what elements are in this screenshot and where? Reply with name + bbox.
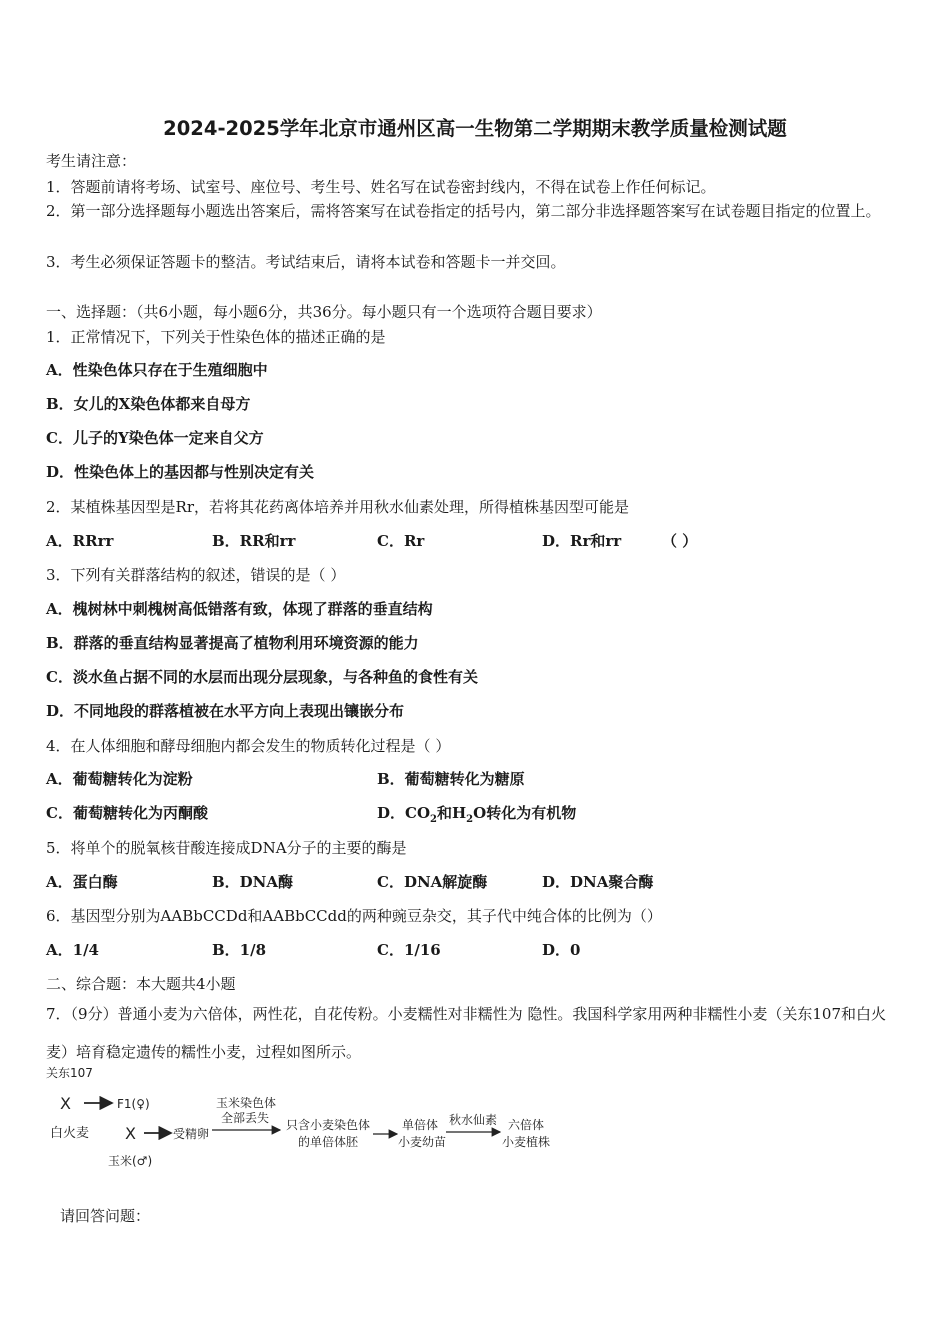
q5-stem: 5．将单个的脱氧核苷酸连接成DNA分子的主要的酶是 xyxy=(46,839,407,857)
q3-option-b: B．群落的垂直结构显著提高了植物利用环境资源的能力 xyxy=(46,634,419,652)
q3-option-a: A．槐树林中刺槐树高低错落有致，体现了群落的垂直结构 xyxy=(46,600,433,618)
diagram-embryo-line2: 的单倍体胚 xyxy=(298,1135,359,1149)
q1-option-a: A．性染色体只存在于生殖细胞中 xyxy=(46,361,268,379)
diagram-embryo-line1: 只含小麦染色体 xyxy=(286,1118,371,1132)
diagram-hexaploid-line1: 六倍体 xyxy=(508,1118,545,1132)
notice-item-3: 3．考生必须保证答题卡的整洁。考试结束后，请将本试卷和答题卡一并交回。 xyxy=(46,253,566,271)
q4-stem: 4．在人体细胞和酵母细胞内都会发生的物质转化过程是（ ） xyxy=(46,737,451,755)
diagram-maize: 玉米(♂) xyxy=(108,1154,153,1168)
diagram-guandong107: 关东107 xyxy=(46,1066,93,1080)
q4-d-sub1: 2 xyxy=(430,814,437,825)
q7-stem: 7．（9分）普通小麦为六倍体，两性花，自花传粉。小麦糯性对非糯性为 隐性。我国科学家用两种非糯性小麦（关东107和白火麦）培育稳定遗传的糯性小麦，过程如图所示。 xyxy=(46,1005,886,1061)
q6-option-a: A．1/4 xyxy=(46,941,99,959)
diagram-colchicine: 秋水仙素 xyxy=(449,1113,498,1127)
diagram-f1: F1(♀) xyxy=(117,1097,150,1111)
q6-option-c: C．1/16 xyxy=(377,941,441,959)
q4-d-post: O转化为有机物 xyxy=(473,804,577,822)
section-2-heading: 二、综合题：本大题共4小题 xyxy=(46,975,236,993)
diagram-cross-1: X xyxy=(60,1094,71,1113)
q2-option-b: B．RR和rr xyxy=(212,532,296,550)
q3-option-d: D．不同地段的群落植被在水平方向上表现出镶嵌分布 xyxy=(46,702,405,720)
q3-stem: 3．下列有关群落结构的叙述，错误的是（ ） xyxy=(46,566,346,584)
q2-option-a: A．RRrr xyxy=(46,532,114,550)
q1-option-c: C．儿子的Y染色体一定来自父方 xyxy=(46,429,264,447)
diagram-haploid-line2: 小麦幼苗 xyxy=(398,1135,447,1149)
q6-option-d: D．0 xyxy=(542,941,581,959)
q4-option-d xyxy=(377,803,576,830)
q4-d-mid: 和H xyxy=(436,804,467,822)
q1-stem: 1．正常情况下，下列关于性染色体的描述正确的是 xyxy=(46,328,386,346)
q2-stem: 2．某植株基因型是Rr，若将其花药离体培养并用秋水仙素处理，所得植株基因型可能是 xyxy=(46,498,630,516)
diagram-baihuomai: 白火麦 xyxy=(50,1126,90,1141)
q5-option-a: A．蛋白酶 xyxy=(46,873,118,891)
q4-d-pre: D．CO xyxy=(377,804,431,822)
page-title: 2024-2025学年北京市通州区高一生物第二学期期末教学质量检测试题 xyxy=(163,117,787,140)
q2-option-c: C．Rr xyxy=(377,532,425,550)
q4-option-c: C．葡萄糖转化为丙酮酸 xyxy=(46,804,208,822)
q2-option-d: D．Rr和rr xyxy=(542,532,622,550)
diagram-step1-bottom: 全部丢失 xyxy=(221,1111,270,1125)
q4-d-sub2: 2 xyxy=(466,814,474,825)
diagram-fertilized-egg: 受精卵 xyxy=(173,1127,210,1141)
q5-option-b: B．DNA酶 xyxy=(212,873,294,891)
breeding-process-diagram xyxy=(40,1062,580,1177)
notice-item-2: 2．第一部分选择题每小题选出答案后，需将答案写在试卷指定的括号内，第二部分非选择题答案写在试卷题目指定的位置上。 xyxy=(46,202,881,220)
notice-item-1: 1．答题前请将考场、试室号、座位号、考生号、姓名写在试卷密封线内，不得在试卷上作任何标记。 xyxy=(46,178,716,196)
notice-heading: 考生请注意： xyxy=(46,152,137,170)
q5-option-d: D．DNA聚合酶 xyxy=(542,873,654,891)
diagram-step1-top: 玉米染色体 xyxy=(216,1096,277,1110)
section-1-heading: 一、选择题：（共6小题，每小题6分，共36分。每小题只有一个选项符合题目要求） xyxy=(46,303,602,321)
q6-option-b: B．1/8 xyxy=(212,941,267,959)
diagram-hexaploid-line2: 小麦植株 xyxy=(502,1135,551,1149)
diagram-haploid-line1: 单倍体 xyxy=(402,1118,439,1132)
q1-option-d: D．性染色体上的基因都与性别决定有关 xyxy=(46,463,315,481)
q6-stem: 6．基因型分别为AABbCCDd和AABbCCdd的两种豌豆杂交，其子代中纯合体的比例为（） xyxy=(46,907,662,925)
q2-answer-blank: （ ） xyxy=(662,532,698,550)
diagram-cross-2: X xyxy=(125,1124,136,1143)
q3-option-c: C．淡水鱼占据不同的水层而出现分层现象，与各种鱼的食性有关 xyxy=(46,668,478,686)
q7-prompt: 请回答问题： xyxy=(60,1207,151,1225)
q4-option-b: B．葡萄糖转化为糖原 xyxy=(377,770,525,788)
q4-option-a: A．葡萄糖转化为淀粉 xyxy=(46,770,193,788)
q5-option-c: C．DNA解旋酶 xyxy=(377,873,488,891)
q1-option-b: B．女儿的X染色体都来自母方 xyxy=(46,395,251,413)
